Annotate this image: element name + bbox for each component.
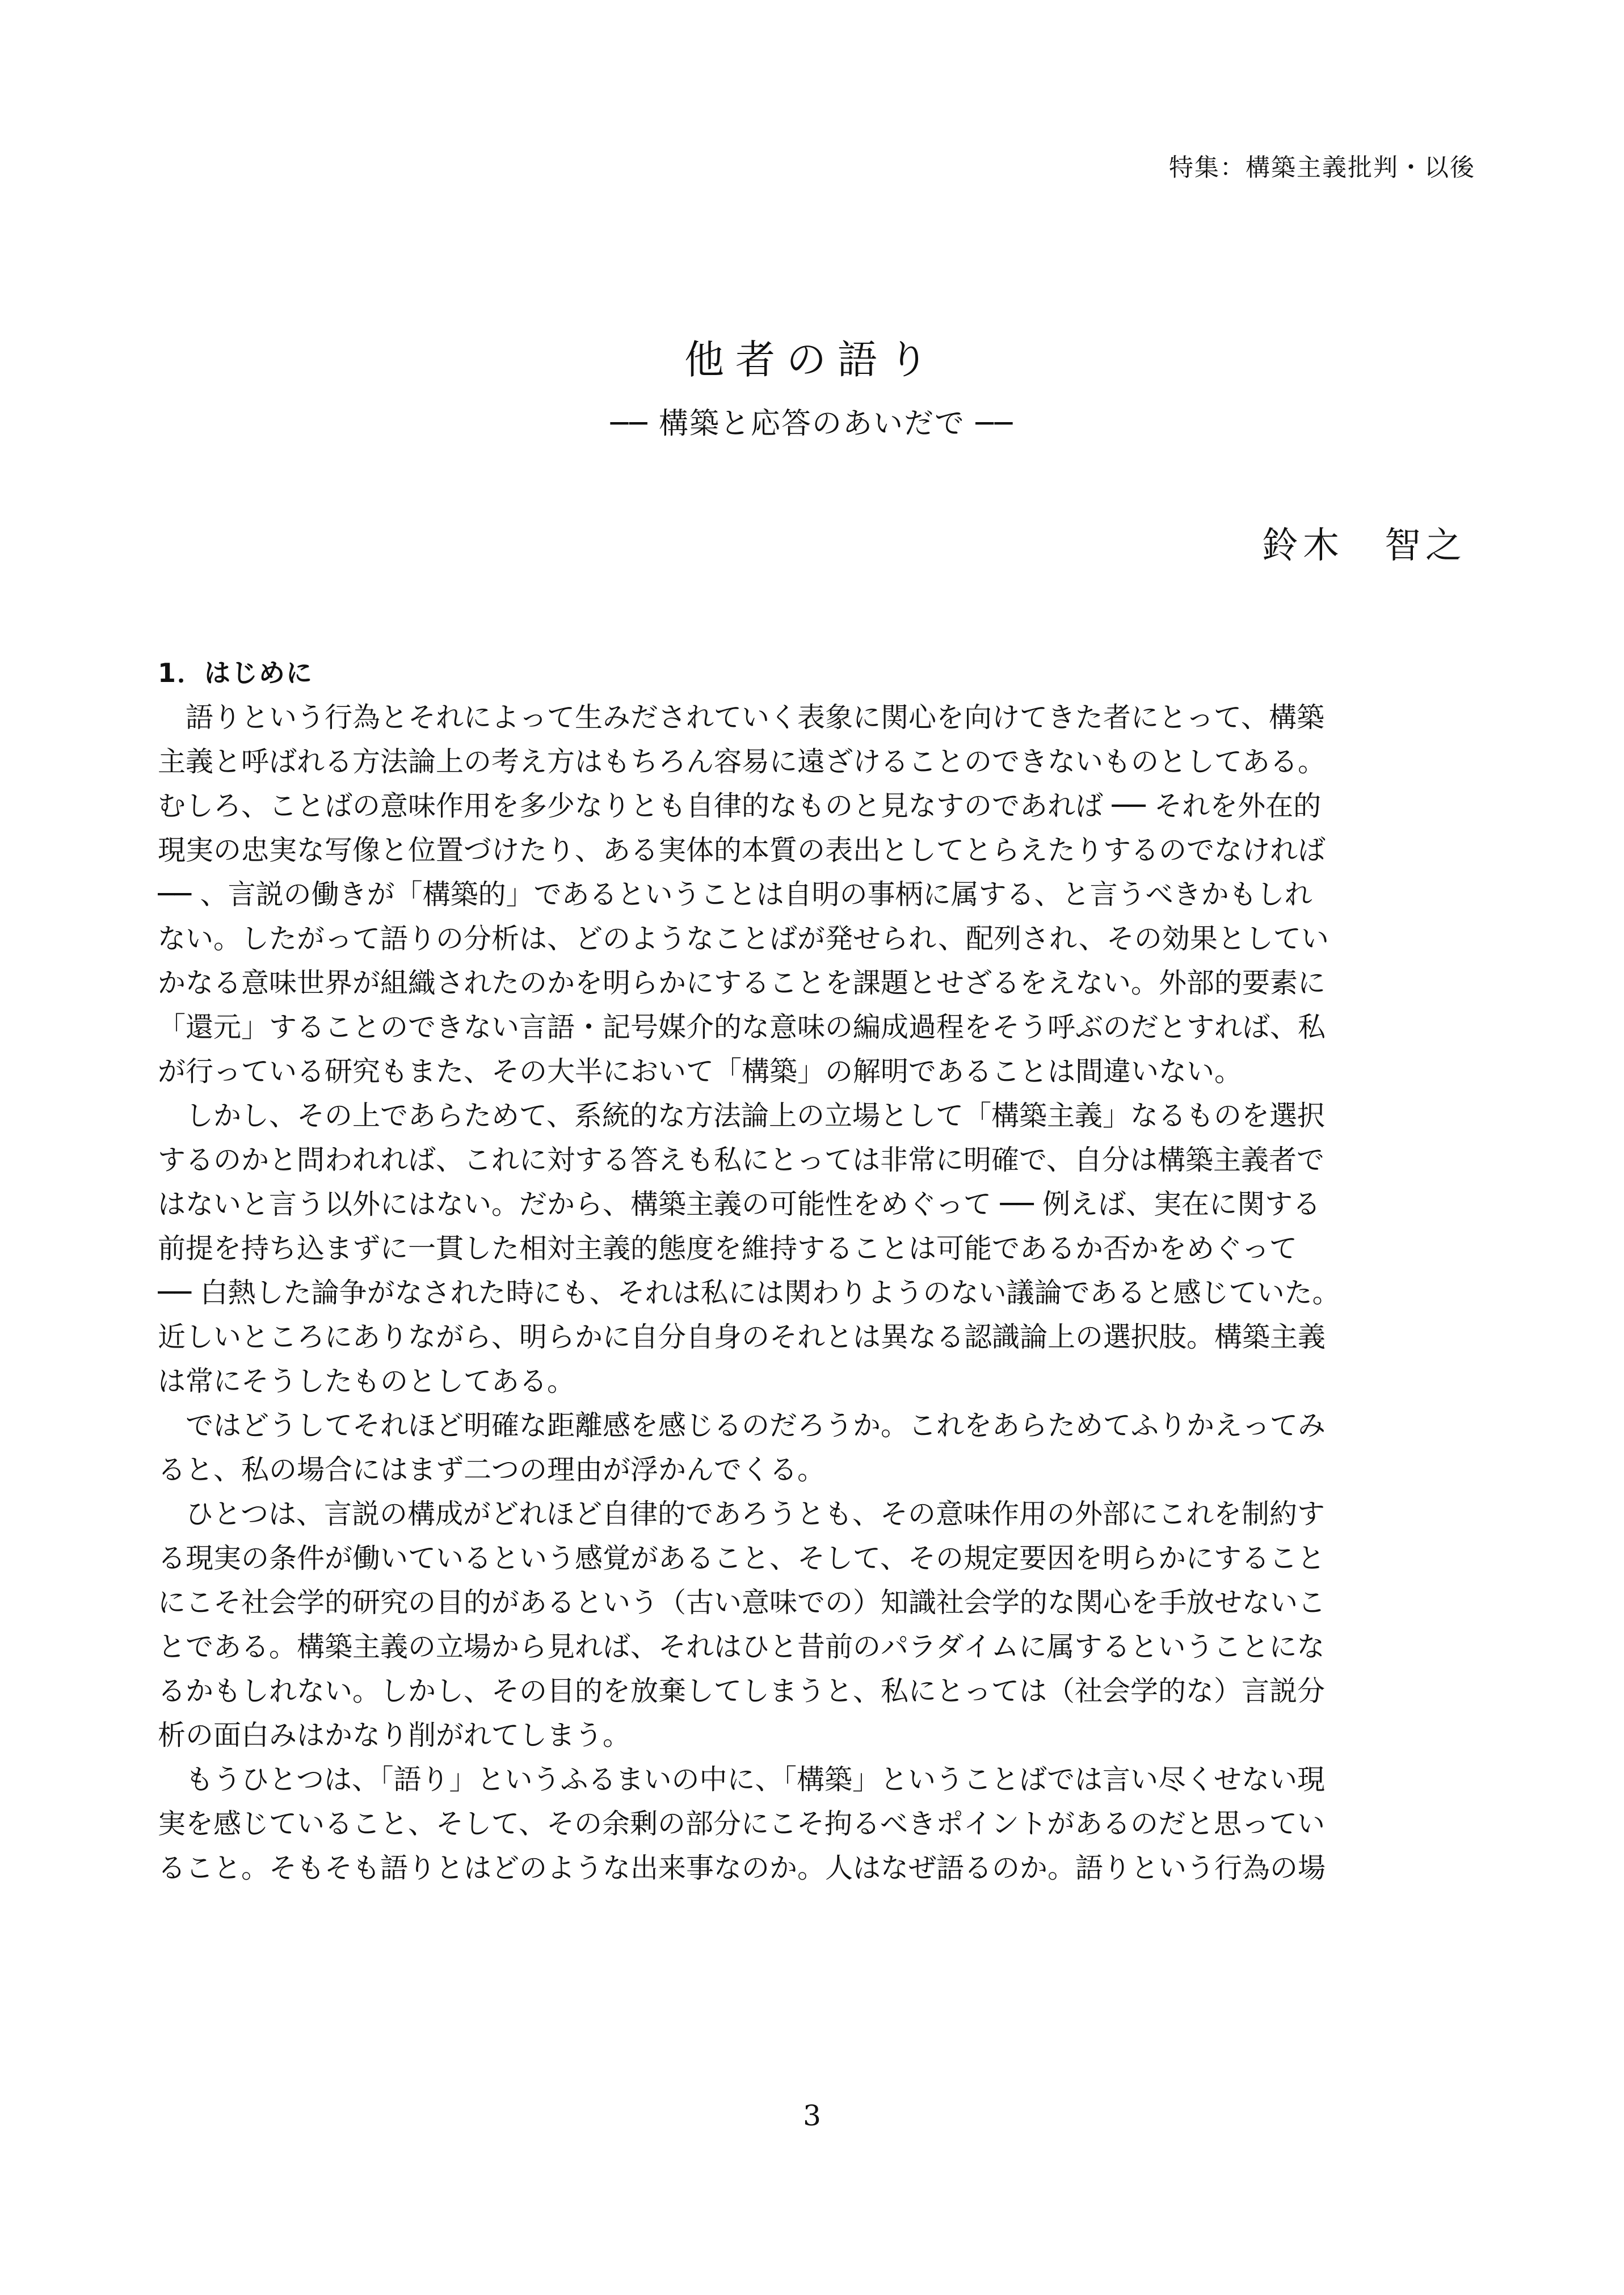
running-header: 特集：構築主義批判・以後 (1169, 154, 1475, 182)
text-line: 「還元」することのできない言語・記号媒介的な意味の編成過程をそう呼ぶのだとすれば、私 (158, 1011, 1326, 1043)
text-line: するのかと問われれば、これに対する答えも私にとっては非常に明確で、自分は構築主義者で (158, 1144, 1325, 1176)
text-line: 現実の忠実な写像と位置づけたり、ある実体的本質の表出としてとらえたりするのでなければ (158, 834, 1326, 866)
text-line: ではどうしてそれほど明確な距離感を感じるのだろうか。これをあらためてふりかえってみ (186, 1409, 1326, 1442)
text-line: ひとつは、言説の構成がどれほど自律的であろうとも、その意味作用の外部にこれを制約す (186, 1498, 1326, 1530)
text-line: 主義と呼ばれる方法論上の考え方はもちろん容易に遠ざけることのできないものとしてある。 (158, 746, 1326, 778)
article-subtitle: ── 構築と応答のあいだで ── (610, 407, 1014, 441)
text-line: むしろ、ことばの意味作用を多少なりとも自律的なものと見なすのであれば ── それを外在的 (158, 790, 1322, 822)
page-number: 3 (803, 2099, 821, 2132)
text-line: 近しいところにありながら、明らかに自分自身のそれとは異なる認識論上の選択肢。構築主義 (158, 1321, 1326, 1353)
author-name: 鈴木 智之 (1262, 525, 1466, 567)
text-line: とである。構築主義の立場から見れば、それはひと昔前のパラダイムに属するということにな (158, 1631, 1325, 1663)
section-heading: 1．はじめに (158, 658, 314, 688)
text-line: ると、私の場合にはまず二つの理由が浮かんでくる。 (158, 1454, 826, 1486)
text-line: る現実の条件が働いているという感覚があること、そして、その規定要因を明らかにすること (158, 1542, 1326, 1574)
article-title: 他者の語り (684, 336, 940, 383)
text-line: 実を感じていること、そして、その余剰の部分にこそ拘るべきポイントがあるのだと思ってい (158, 1808, 1326, 1840)
text-line: は常にそうしたものとしてある。 (158, 1365, 575, 1397)
text-line: しかし、その上であらためて、系統的な方法論上の立場として「構築主義」なるものを選択 (186, 1100, 1326, 1132)
text-line: 析の面白みはかなり削がれてしまう。 (158, 1719, 631, 1751)
body-text (158, 696, 1463, 1890)
text-line: ── 、言説の働きが「構築的」であるということは自明の事柄に属する、と言うべきかもしれ (158, 878, 1312, 911)
text-line: もうひとつは、「語り」というふるまいの中に、「構築」ということばでは言い尽くせない現 (186, 1763, 1326, 1796)
text-line: はないと言う以外にはない。だから、構築主義の可能性をめぐって ── 例えば、実在に関する (158, 1188, 1321, 1220)
text-line: が行っている研究もまた、その大半において「構築」の解明であることは間違いない。 (158, 1055, 1243, 1088)
text-line: かなる意味世界が組織されたのかを明らかにすることを課題とせざるをえない。外部的要素に (158, 967, 1326, 999)
text-line: 語りという行為とそれによって生みだされていく表象に関心を向けてきた者にとって、構築 (186, 701, 1325, 734)
text-line: ること。そもそも語りとはどのような出来事なのか。人はなぜ語るのか。語りという行為の場 (158, 1852, 1326, 1884)
text-line: 前提を持ち込まずに一貫した相対主義的態度を維持することは可能であるか否かをめぐって (158, 1232, 1298, 1265)
text-line: ない。したがって語りの分析は、どのようなことばが発せられ、配列され、その効果としてい (158, 923, 1329, 955)
text-line: にこそ社会学的研究の目的があるという（古い意味での）知識社会学的な関心を手放せないこ (158, 1586, 1326, 1619)
text-line: るかもしれない。しかし、その目的を放棄してしまうと、私にとっては（社会学的な）言説分 (158, 1675, 1326, 1707)
text-line: ── 白熱した論争がなされた時にも、それは私には関わりようのない議論であると感じていた。 (158, 1277, 1340, 1309)
